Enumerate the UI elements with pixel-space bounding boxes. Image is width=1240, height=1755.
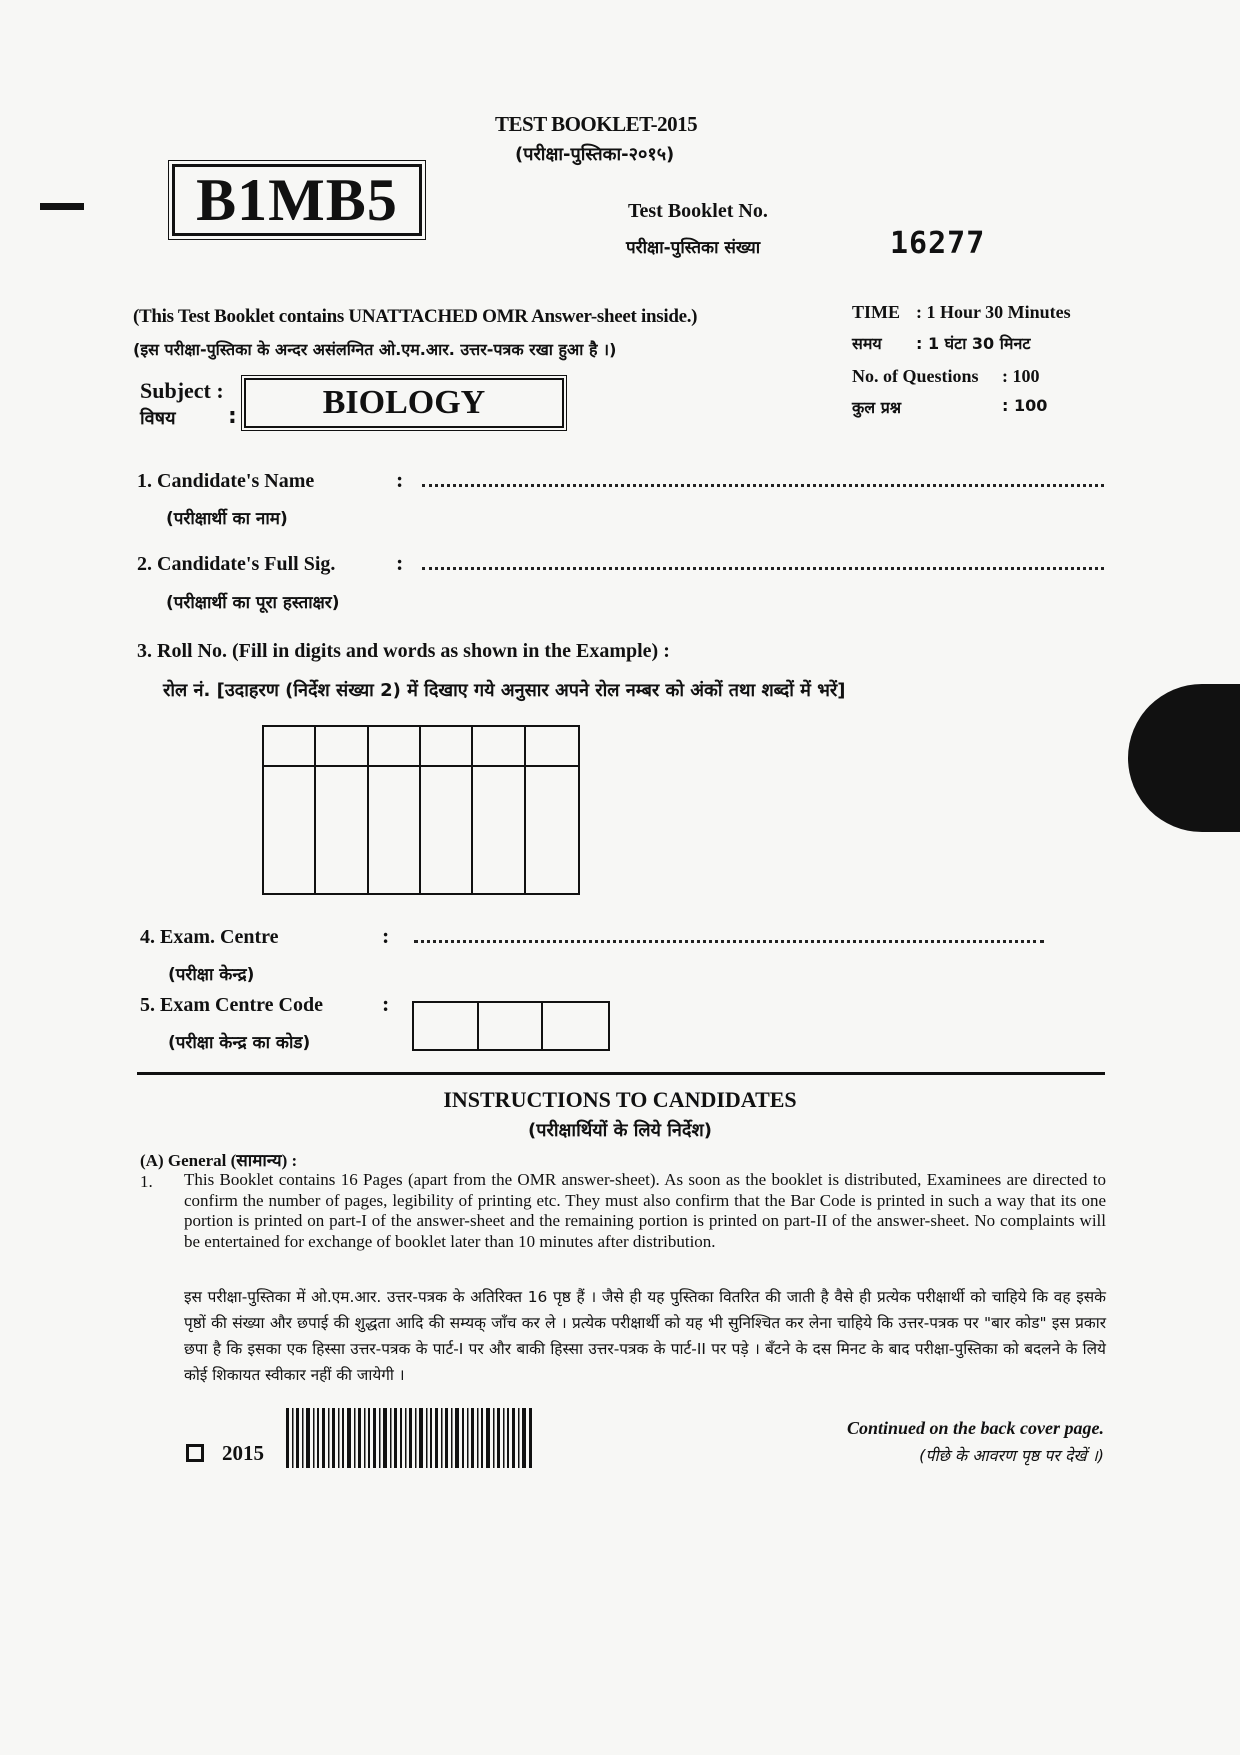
instructions-title-hindi: (परीक्षार्थियों के लिये निर्देश) xyxy=(528,1120,712,1141)
exam-centre-colon: : xyxy=(382,923,390,948)
roll-word-cell[interactable] xyxy=(473,767,525,893)
continued-note-hindi: (पीछे के आवरण पृष्ठ पर देखें ।) xyxy=(919,1446,1104,1465)
margin-dash-mark xyxy=(40,203,84,210)
time-value-hindi: : 1 घंटा 30 मिनट xyxy=(916,334,1031,353)
checkbox-square-icon xyxy=(186,1444,204,1462)
candidate-name-label: 1. Candidate's Name xyxy=(137,470,315,492)
instruction-1-text: This Booklet contains 16 Pages (apart from the OMR answer-sheet). As soon as the booklet is distributed, Examinees are directed to confirm the number of pages, legibility of printing etc. They must also confirm that the Bar Code is printed in such a way that its one portion is printed on part-I of the answer-sheet and the remaining portion is printed on part-II of the answer-sheet. No complaints will be entertained for exchange of booklet later than 10 minutes after distribution. xyxy=(184,1170,1106,1251)
roll-digit-cell[interactable] xyxy=(421,727,473,767)
exam-centre-field[interactable] xyxy=(414,940,1044,943)
candidate-signature-label-hindi: (परीक्षार्थी का पूरा हस्ताक्षर) xyxy=(166,593,340,613)
centre-code-cell[interactable] xyxy=(414,1003,479,1049)
roll-word-cell[interactable] xyxy=(369,767,421,893)
roll-digit-cell[interactable] xyxy=(369,727,421,767)
exam-centre-code-label: 5. Exam Centre Code xyxy=(140,994,323,1016)
questions-value: : 100 xyxy=(1002,366,1040,386)
booklet-code-box xyxy=(172,164,422,236)
centre-code-cell[interactable] xyxy=(543,1003,608,1049)
roll-digit-cell[interactable] xyxy=(526,727,578,767)
candidate-name-colon: : xyxy=(396,467,404,492)
subject-box xyxy=(244,378,564,428)
omr-note: (This Test Booklet contains UNATTACHED OMR Answer-sheet inside.) xyxy=(133,306,698,327)
exam-centre-label-hindi: (परीक्षा केन्द्र) xyxy=(168,965,255,985)
roll-number-label-hindi: रोल नं. [उदाहरण (निर्देश संख्या 2) में दिखाए गये अनुसार अपने रोल नम्बर को अंकों तथा शब्दों में भरें] xyxy=(163,680,846,701)
candidate-signature-colon: : xyxy=(396,550,404,575)
questions-value-hindi: : 100 xyxy=(1002,396,1048,415)
time-label: TIME xyxy=(852,302,901,322)
instruction-1-text-hindi: इस परीक्षा-पुस्तिका में ओ.एम.आर. उत्तर-पत्रक के अतिरिक्त 16 पृष्ठ हैं । जैसे ही यह पुस्तिका वितरित की जाती है वैसे ही प्रत्येक परीक्षार्थी को चाहिये कि वह इसके पृष्ठों की संख्या और छपाई की शुद्धता आदि की सम्यक् जाँच कर ले । प्रत्येक परीक्षार्थी को यह भी सुनिश्चित कर लेना चाहिये कि उत्तर-पत्रक पर "बार कोड" इस प्रकार छपा है कि इसका एक हिस्सा उत्तर-पत्रक के पार्ट-I पर और बाकी हिस्सा उत्तर-पत्रक के पार्ट-II पर पड़े । बँटने के दस मिनट के बाद परीक्षा-पुस्तिका को बदलने के लिये कोई शिकायत स्वीकार नहीं की जायेगी । xyxy=(184,1288,1106,1384)
exam-centre-code-label-hindi: (परीक्षा केन्द्र का कोड) xyxy=(168,1033,311,1053)
roll-digit-cell[interactable] xyxy=(473,727,525,767)
continued-note: Continued on the back cover page. xyxy=(847,1418,1104,1438)
candidate-signature-field[interactable] xyxy=(422,567,1104,570)
questions-label: No. of Questions xyxy=(852,366,979,386)
barcode-icon xyxy=(286,1408,532,1468)
exam-centre-code-colon: : xyxy=(382,991,390,1016)
instructions-title: INSTRUCTIONS TO CANDIDATES xyxy=(443,1087,797,1112)
subject-label-hindi-colon: : xyxy=(228,404,237,429)
footer-year: 2015 xyxy=(222,1441,264,1465)
booklet-number-label-hindi: परीक्षा-पुस्तिका संख्या xyxy=(626,238,761,258)
subject-value: BIOLOGY xyxy=(322,384,486,421)
roll-word-cell[interactable] xyxy=(316,767,368,893)
booklet-title-hindi: (परीक्षा-पुस्तिका-२०१५) xyxy=(515,144,675,165)
candidate-signature-label: 2. Candidate's Full Sig. xyxy=(137,553,336,575)
booklet-number-label: Test Booklet No. xyxy=(628,200,768,222)
candidate-name-field[interactable] xyxy=(422,484,1104,487)
roll-digit-cell[interactable] xyxy=(316,727,368,767)
instruction-number: 1. xyxy=(140,1172,153,1191)
section-divider xyxy=(137,1072,1105,1075)
booklet-code: B1MB5 xyxy=(196,166,398,233)
roll-word-cell[interactable] xyxy=(421,767,473,893)
exam-centre-code-grid[interactable] xyxy=(412,1001,610,1051)
subject-label-hindi: विषय xyxy=(140,408,176,429)
time-value: : 1 Hour 30 Minutes xyxy=(916,302,1071,322)
booklet-title: TEST BOOKLET-2015 xyxy=(495,112,698,136)
time-label-hindi: समय xyxy=(852,334,882,353)
subject-label: Subject : xyxy=(140,378,224,403)
exam-centre-label: 4. Exam. Centre xyxy=(140,926,279,948)
booklet-number-value: 16277 xyxy=(890,226,986,261)
omr-note-hindi: (इस परीक्षा-पुस्तिका के अन्दर असंलग्नित ओ.एम.आर. उत्तर-पत्रक रखा हुआ है ।) xyxy=(133,340,617,359)
section-a-heading: (A) General (सामान्य) : xyxy=(140,1151,298,1170)
centre-code-cell[interactable] xyxy=(479,1003,544,1049)
questions-label-hindi: कुल प्रश्न xyxy=(852,398,902,417)
roll-word-cell[interactable] xyxy=(264,767,316,893)
punch-hole-mark xyxy=(1128,684,1240,832)
roll-digit-cell[interactable] xyxy=(264,727,316,767)
candidate-name-label-hindi: (परीक्षार्थी का नाम) xyxy=(166,509,288,529)
roll-word-cell[interactable] xyxy=(526,767,578,893)
roll-number-grid[interactable] xyxy=(262,725,580,895)
roll-number-label: 3. Roll No. (Fill in digits and words as shown in the Example) : xyxy=(137,640,670,662)
